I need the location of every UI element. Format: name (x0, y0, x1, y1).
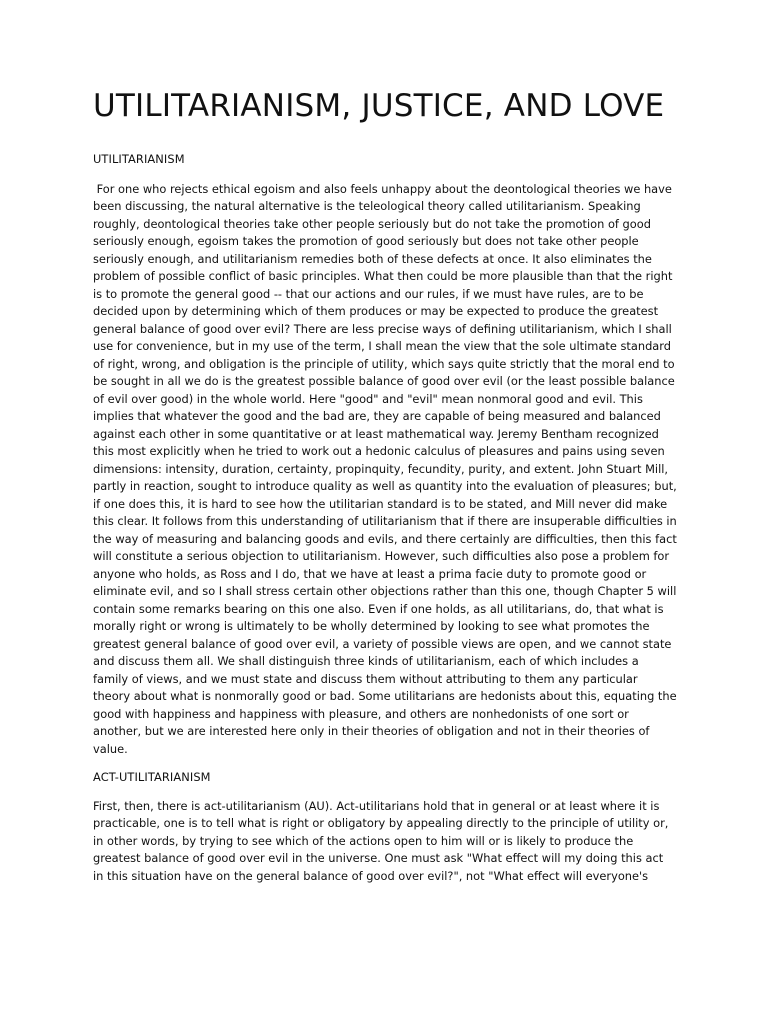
document-title: UTILITARIANISM, JUSTICE, AND LOVE (93, 88, 665, 124)
paragraph-act-utilitarianism: First, then, there is act-utilitarianism (AU). Act-utilitarians hold that in general or at least where it is practicable, one is to tell what is right or obligatory by appealing directly to the principle of utility or, in other words, by trying to see which of the actions open to him will or is likely to produce the greatest balance of good over evil in the universe. One must ask "What effect will my doing this act in this situation have on the general balance of good over evil?", not "What effect will everyone's (93, 798, 673, 883)
section-heading-act-utilitarianism: ACT-UTILITARIANISM (93, 770, 211, 784)
paragraph-utilitarianism: For one who rejects ethical egoism and also feels unhappy about the deontological theories we have been discussing, the natural alternative is the teleological theory called utilitarianism. Speaking roughly, deontological theories take other people seriously but do not take the promotion of good seriously enough, egoism takes the promotion of good seriously but does not take other people seriously enough, and utilitarianism remedies both of these defects at once. It also eliminates the problem of possible conflict of basic principles. What then could be more plausible than that the right is to promote the general good -- that our actions and our rules, if we must have rules, are to be decided upon by determining which of them produces or may be expected to produce the greatest general balance of good over evil? There are less precise ways of defining utilitarianism, which I shall use for convenience, but in my use of the term, I shall mean the view that the sole ultimate standard of right, wrong, and obligation is the principle of utility, which says quite strictly that the moral end to be sought in all we do is the greatest possible balance of good over evil (or the least possible balance of evil over good) in the whole world. Here "good" and "evil" mean nonmoral good and evil. This implies that whatever the good and the bad are, they are capable of being measured and balanced against each other in some quantitative or at least mathematical way. Jeremy Bentham recognized this most explicitly when he tried to work out a hedonic calculus of pleasures and pains using seven dimensions: intensity, duration, certainty, propinquity, fecundity, purity, and extent. John Stuart Mill, partly in reaction, sought to introduce quality as well as quantity into the evaluation of pleasures; but, if one does this, it is hard to see how the utilitarian standard is to be stated, and Mill never did make this clear. It follows from this understanding of utilitarianism that if there are insuperable difficulties in the way of measuring and balancing goods and evils, and there certainly are difficulties, then this fact will constitute a serious objection to utilitarianism. However, such difficulties also pose a problem for anyone who holds, as Ross and I do, that we have at least a prima facie duty to promote good or eliminate evil, and so I shall stress certain other objections rather than this one, though Chapter 5 will contain some remarks bearing on this one also. Even if one holds, as all utilitarians, do, that what is morally right or wrong is ultimately to be wholly determined by looking to see what promotes the greatest general balance of good over evil, a variety of possible views are open, and we cannot state and discuss them all. We shall distinguish three kinds of utilitarianism, each of which includes a family of views, and we must state and discuss them without attributing to them any particular theory about what is nonmorally good or bad. Some utilitarians are hedonists about this, equating the good with happiness and happiness with pleasure, and others are nonhedonists of one sort or another, but we are interested here only in their theories of obligation and not in their theories of value. (93, 181, 681, 756)
document-page (93, 88, 681, 885)
section-heading-utilitarianism: UTILITARIANISM (93, 152, 185, 166)
